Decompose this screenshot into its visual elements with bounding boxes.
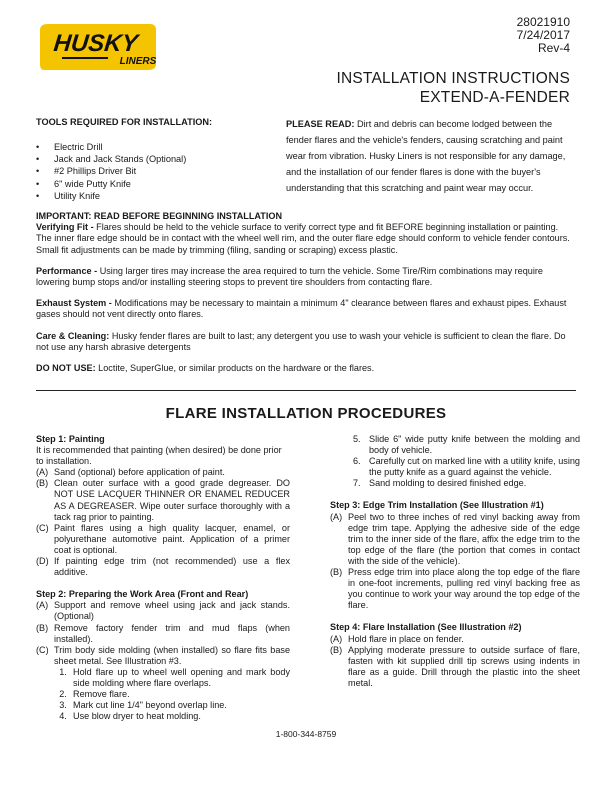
- item-text: Remove factory fender trim and mud flaps (when installed).: [54, 622, 290, 644]
- document-number: 28021910: [516, 15, 570, 29]
- step3-heading: Step 3: Edge Trim Installation (See Illustration #1): [330, 500, 544, 511]
- subitem-text: Hold flare up to wheel well opening and mark body side molding where flare overlaps.: [73, 666, 290, 688]
- item-marker: (A): [36, 600, 49, 611]
- subitem-text: Remove flare.: [73, 689, 130, 700]
- document-date: 7/24/2017: [516, 28, 570, 42]
- exhaust-label: Exhaust System -: [36, 298, 112, 309]
- performance-paragraph: [36, 266, 576, 288]
- procedures-title: FLARE INSTALLATION PROCEDURES: [165, 405, 447, 422]
- item-text: Press edge trim into place along the top edge of the flare in one-foot increments, pulling red vinyl backing free as you continue to work your way around the top edge of the flare.: [348, 567, 580, 611]
- item-marker: (D): [36, 556, 49, 567]
- performance-label: Performance -: [36, 265, 98, 276]
- item-text: Trim body side molding (when installed) so flare fits base sheet metal. See Illustration #3.: [54, 644, 290, 666]
- tool-item: • Utility Knife: [36, 190, 186, 202]
- step2-subitem: [36, 700, 290, 711]
- subitem-marker: 2.: [59, 689, 67, 700]
- item-marker: (B): [330, 644, 343, 655]
- step2-subitem: [330, 434, 580, 456]
- tool-item: • Electric Drill: [36, 141, 186, 153]
- logo-subtext: LINERS: [119, 56, 157, 67]
- item-marker: (B): [36, 478, 49, 489]
- tools-heading: TOOLS REQUIRED FOR INSTALLATION:: [36, 117, 213, 127]
- item-text: Clean outer surface with a good grade degreaser. DO NOT USE LACQUER THINNER OR ENAMEL REDUCER AS A DEGREASER. Wipe outer surface thoroughly with a tack rag prior to painting.: [54, 478, 290, 522]
- tool-item: • #2 Phillips Driver Bit: [36, 165, 186, 177]
- item-marker: (A): [330, 633, 343, 644]
- procedures-right-column: [330, 434, 580, 689]
- item-marker: (C): [36, 522, 49, 533]
- step3-item: [330, 512, 580, 567]
- care-cleaning-text: Husky fender flares are built to last; any detergent you use to wash your vehicle is sufficient to clean the flare. Do not use any harsh abrasive detergents: [36, 330, 566, 352]
- care-cleaning-paragraph: [36, 331, 576, 353]
- step1-item: [36, 556, 290, 578]
- document-revision: Rev-4: [537, 41, 570, 55]
- tools-list: [36, 141, 186, 202]
- subitem-marker: 6.: [353, 456, 361, 467]
- subitem-text: Mark cut line 1/4" beyond overlap line.: [73, 700, 227, 711]
- title-line-2: EXTEND-A-FENDER: [419, 89, 570, 106]
- subitem-text: Carefully cut on marked line with a utility knife, using the putty knife as a guard against the vehicle.: [369, 456, 580, 478]
- step2-subitem: [36, 667, 290, 689]
- step1-intro: It is recommended that painting (when desired) be done prior to installation.: [36, 445, 282, 467]
- subitem-text: Use blow dryer to heat molding.: [73, 711, 201, 722]
- item-text: Support and remove wheel using jack and jack stands. (Optional): [54, 600, 290, 622]
- important-heading: IMPORTANT: READ BEFORE BEGINNING INSTALLATION: [36, 211, 283, 221]
- step1-item: [36, 467, 290, 478]
- step2-item: [36, 623, 290, 645]
- please-read-label: PLEASE READ:: [286, 119, 355, 129]
- important-section: [36, 211, 576, 384]
- verifying-fit-paragraph: [36, 222, 576, 256]
- exhaust-text: Modifications may be necessary to maintain a minimum 4" clearance between flares and exhaust pipes. Exhaust gases should not vent directly onto flares.: [36, 298, 567, 320]
- item-marker: (B): [36, 622, 49, 633]
- page-title: [336, 69, 570, 107]
- please-read-text: Dirt and debris can become lodged between the fender flares and the vehicle's fenders, causing scratching and paint wear from vibration. Husky Liners is not responsible for any damage, and the installation of our fender flares is done with the buyer's understanding that this scratching and paint wear may occur.: [286, 119, 566, 193]
- subitem-marker: 5.: [353, 434, 361, 444]
- item-marker: (C): [36, 644, 49, 655]
- step1-item: [36, 523, 290, 556]
- subitem-marker: 4.: [59, 711, 67, 722]
- title-line-1: INSTALLATION INSTRUCTIONS: [336, 70, 570, 87]
- tool-item: • Jack and Jack Stands (Optional): [36, 153, 186, 165]
- item-text: Paint flares using a high quality lacquer, enamel, or polyurethane automotive paint. Application of a primer coat is optional.: [54, 522, 290, 555]
- do-not-use-label: DO NOT USE:: [36, 363, 96, 374]
- item-marker: (A): [330, 511, 343, 522]
- subitem-marker: 1.: [59, 666, 67, 677]
- item-text: Sand (optional) before application of paint.: [54, 467, 225, 478]
- tool-item: • 6" wide Putty Knife: [36, 178, 186, 190]
- please-read-notice: [286, 116, 576, 196]
- step2-item: [36, 600, 290, 622]
- verifying-fit-text: Flares should be held to the vehicle surface to verify correct type and fit BEFORE beginning installation or painting. The inner flare edge should be in contact with the wheel well rim, and the outer flare edge should conform to vehicle fender contours. Small fit adjustments can be made by trimming (filing, sanding or scraping) excess plastic.: [36, 222, 570, 255]
- step3-item: [330, 567, 580, 611]
- document-info: [517, 16, 570, 55]
- item-text: If painting edge trim (not recommended) use a flex additive.: [54, 556, 290, 578]
- item-marker: (A): [36, 467, 49, 478]
- performance-text: Using larger tires may increase the area required to turn the vehicle. Some Tire/Rim combinations may require lowering bump stops and/or installing steering stops to prevent tire shoulders from contacting flare.: [36, 265, 543, 288]
- logo-wordmark: HUSKY: [52, 30, 140, 57]
- step2-item: [36, 645, 290, 667]
- husky-liners-logo: [36, 22, 158, 72]
- exhaust-paragraph: [36, 298, 576, 320]
- footer-phone: 1-800-344-8759: [275, 729, 337, 739]
- item-text: Peel two to three inches of red vinyl backing away from edge trim tape. Applying the adhesive side of the edge trim to the inner side of the flare, affix the edge trim to the top edge of the flare (the portion that comes in contact with the side of the vehicle).: [348, 511, 580, 566]
- step2-subitem: [36, 689, 290, 700]
- step4-heading: Step 4: Flare Installation (See Illustration #2): [330, 622, 522, 633]
- care-cleaning-label: Care & Cleaning:: [36, 330, 110, 341]
- subitem-marker: 3.: [59, 700, 67, 711]
- step2-subitem: [36, 711, 290, 722]
- step4-item: [330, 645, 580, 689]
- item-text: Hold flare in place on fender.: [348, 633, 464, 644]
- subitem-text: Slide 6" wide putty knife between the molding and body of vehicle.: [369, 434, 580, 456]
- step2-subitem: [330, 456, 580, 478]
- subitem-marker: 7.: [353, 478, 361, 489]
- item-text: Applying moderate pressure to outside surface of flare, fasten with kit supplied drill tip screws using indents in flare as a guide. Drill through the plastic into the sheet metal.: [348, 644, 580, 688]
- section-divider: [36, 390, 576, 391]
- do-not-use-paragraph: [36, 363, 576, 374]
- step4-item: [330, 634, 580, 645]
- subitem-text: Sand molding to desired finished edge.: [369, 478, 527, 489]
- step2-heading: Step 2: Preparing the Work Area (Front and Rear): [36, 589, 249, 600]
- item-marker: (B): [330, 567, 343, 578]
- step1-item: [36, 478, 290, 522]
- step2-subitem: [330, 478, 580, 489]
- step1-heading: Step 1: Painting: [36, 434, 105, 444]
- verifying-fit-label: Verifying Fit -: [36, 222, 94, 233]
- do-not-use-text: Loctite, SuperGlue, or similar products on the hardware or the flares.: [98, 363, 375, 374]
- procedures-left-column: [36, 434, 290, 722]
